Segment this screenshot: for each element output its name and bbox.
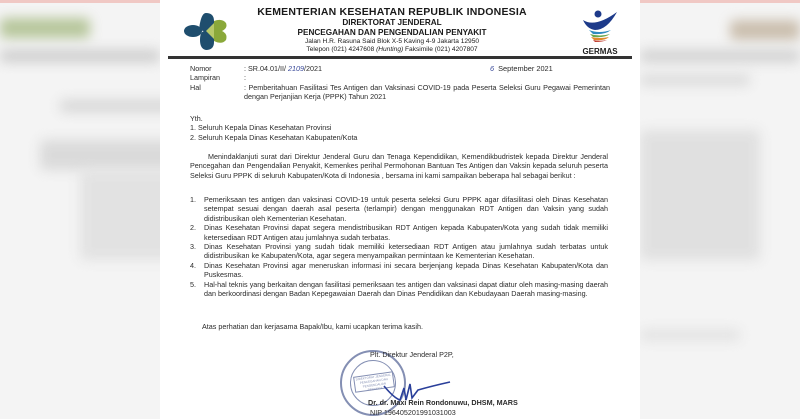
signatory-name: Dr. dr. Maxi Rein Rondonuwu, DHSM, MARS bbox=[368, 398, 518, 407]
blurred-text-band bbox=[0, 50, 160, 62]
blurred-logo bbox=[730, 20, 800, 40]
letterhead-text bbox=[222, 6, 562, 54]
signatory-nip: NIP 196405201991031003 bbox=[370, 408, 456, 417]
nomor-prefix: : SR.04.01/II/ bbox=[244, 64, 288, 73]
recipient-item: 1. Seluruh Kepala Dinas Kesehatan Provinsi bbox=[190, 123, 332, 133]
date-month-year: September 2021 bbox=[498, 64, 553, 73]
list-item bbox=[190, 280, 608, 299]
blurred-text-band bbox=[640, 330, 740, 340]
list-text: Dinas Kesehatan Provinsi yang sudah tidak memiliki ketersediaan RDT Antigen atau jumlahnya sudah terbatas untuk didistribusikan ke Kabupaten/Kota, agar segera menyampaikan permintaan ke Kementerian Kesehatan. bbox=[204, 242, 608, 261]
list-item bbox=[190, 195, 608, 223]
list-item bbox=[190, 242, 608, 261]
blurred-text-band bbox=[640, 75, 750, 85]
list-number: 3. bbox=[190, 242, 196, 252]
blurred-text-band bbox=[640, 50, 800, 62]
phone-fax bbox=[222, 46, 562, 54]
blurred-text-band bbox=[640, 130, 760, 260]
list-text: Hal-hal teknis yang berkaitan dengan fasilitasi pemeriksaan tes antigen dan vaksinasi dapat diatur oleh masing-masing daerah dan berkoordinasi dengan Badan Kepegawaian Daerah dan Dinas Pendidikan dan Kebudayaan Daerah masing-masing. bbox=[204, 279, 608, 299]
greeting: Yth. bbox=[190, 114, 203, 123]
germas-label: GERMAS bbox=[582, 47, 618, 56]
lampiran-label: Lampiran bbox=[190, 73, 220, 83]
nomor-suffix: /2021 bbox=[303, 64, 322, 73]
letterhead-divider bbox=[168, 56, 632, 59]
nomor-value bbox=[244, 64, 610, 73]
hal-value: : Pemberitahuan Fasilitasi Tes Antigen dan Vaksinasi COVID-19 pada Peserta Seleksi Guru Pegawai Pemerintan dengan Perjanjian Kerja (PPPK) Tahun 2021 bbox=[244, 82, 610, 102]
list-text: Dinas Kesehatan Provinsi dapat segera mendistribusikan RDT Antigen kepada Kabupaten/Kota yang sudah tidak memiliki ketersediaan RDT Antigen atau jumlahnya sudah terbatas. bbox=[204, 223, 608, 242]
points-list bbox=[190, 195, 608, 298]
list-number: 2. bbox=[190, 223, 196, 233]
directorate-general: DIREKTORAT JENDERAL bbox=[342, 18, 442, 27]
nomor-label: Nomor bbox=[190, 64, 212, 73]
stamp-text: DIREKTORAT JENDERAL PENCEGAHAN DAN PENGENDALIAN PENYAKIT bbox=[353, 371, 395, 392]
intro-paragraph: Menindaklanjuti surat dari Direktur Jenderal Guru dan Tenaga Kependidikan, Kemendikbudristek kepada Direktur Jenderal Pencegahan dan Pengendalian Penyakit, Kemenkes perihal Permohonan Bantuan Tes Antigen dan Vaksin kepada seluruh peserta Seleksi Guru PPPK di seluruh Kabupaten/Kota di Indonesia , bersama ini kami sampaikan beberapa hal sebagai berikut : bbox=[190, 152, 608, 180]
blurred-logo bbox=[0, 18, 90, 38]
letterhead bbox=[160, 0, 640, 54]
closing-sentence: Atas perhatian dan kerjasama Bapak/Ibu, kami ucapkan terima kasih. bbox=[202, 322, 423, 331]
fax-text: Faksimile (021) 4207807 bbox=[403, 46, 478, 53]
address: Jalan H.R. Rasuna Said Blok X-5 Kaving 4-9 Jakarta 12950 bbox=[304, 38, 480, 45]
letter-date bbox=[490, 64, 553, 73]
lampiran-value: : bbox=[244, 73, 246, 83]
list-item bbox=[190, 261, 608, 280]
recipient-item: 2. Seluruh Kepala Dinas Kesehatan Kabupaten/Kota bbox=[190, 132, 358, 142]
lampiran-row bbox=[190, 73, 610, 82]
list-number: 1. bbox=[190, 195, 196, 204]
nomor-handwritten: 2109 bbox=[287, 64, 304, 73]
list-text: Dinas Kesehatan Provinsi agar meneruskan informasi ini secara berjenjang kepada Dinas Kesehatan Kabupaten/Kota dan Puskesmas. bbox=[204, 260, 608, 280]
list-number: 4. bbox=[190, 260, 196, 270]
directorate-name: PENCEGAHAN DAN PENGENDALIAN PENYAKIT bbox=[297, 28, 487, 37]
hal-row bbox=[190, 83, 610, 102]
hal-label: Hal bbox=[190, 82, 201, 92]
germas-emblem-icon bbox=[565, 8, 635, 42]
germas-logo bbox=[565, 8, 635, 54]
date-day-handwritten: 6 bbox=[490, 64, 495, 73]
list-number: 5. bbox=[190, 279, 196, 289]
list-item bbox=[190, 223, 608, 242]
list-text: Pemeriksaan tes antigen dan vaksinasi COVID-19 untuk peserta seleksi Guru PPPK agar difasilitasi oleh Dinas Kesehatan setempat sesuai dengan daerah asal peserta (terlampir) dengan menggunakan RDT Antigen dan Vaksin yang sudah didistribusikan oleh Kementerian Kesehatan. bbox=[204, 195, 608, 223]
phone-hunting: (Hunting) bbox=[376, 46, 404, 53]
ministry-name: KEMENTERIAN KESEHATAN REPUBLIK INDONESIA bbox=[257, 6, 527, 18]
signatory-title: Plt. Direktur Jenderal P2P, bbox=[370, 350, 454, 359]
recipients bbox=[190, 114, 610, 142]
phone-text: Telepon (021) 4247608 bbox=[306, 46, 377, 53]
letter-page bbox=[160, 0, 640, 419]
